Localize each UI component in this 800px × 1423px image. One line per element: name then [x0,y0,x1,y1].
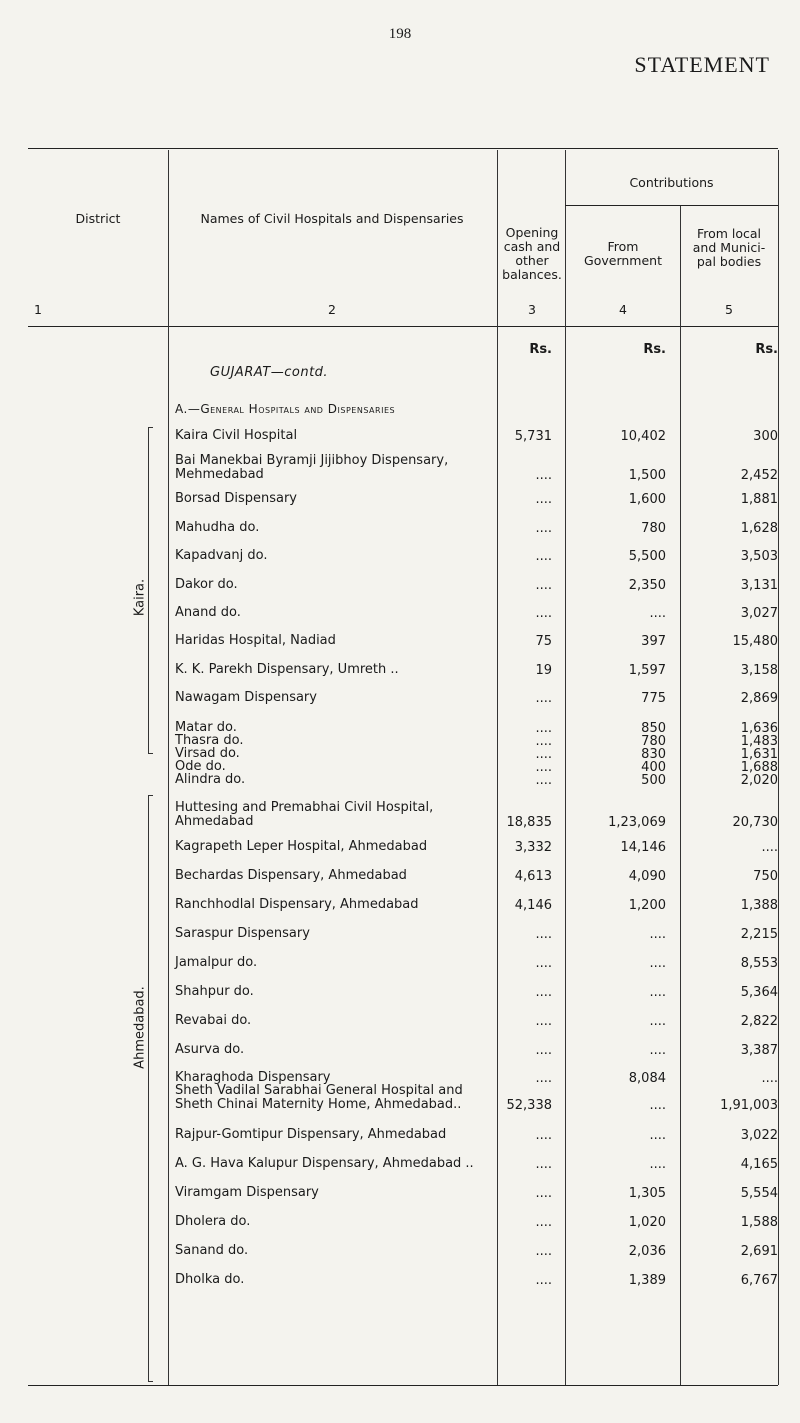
government-contribution: 830 [641,747,666,762]
facility-name: Thasra do. [175,733,244,748]
local-contribution: 3,131 [740,578,778,593]
local-contribution: 5,364 [740,985,778,1000]
facility-name: Kagrapeth Leper Hospital, Ahmedabad [175,839,428,854]
contrib-rule [565,205,778,206]
government-contribution: 500 [641,773,666,788]
opening-balance: .... [535,468,552,483]
local-contribution: 2,869 [740,691,778,706]
facility-name: Revabai do. [175,1013,252,1028]
bottom-rule [28,1385,778,1386]
facility-name: Dholera do. [175,1214,251,1229]
government-contribution: .... [649,927,666,942]
facility-name: Haridas Hospital, Nadiad [175,633,336,648]
local-contribution: 1,388 [740,898,778,913]
header-district: District [75,211,121,226]
opening-balance: .... [535,1186,552,1201]
local-contribution: 3,503 [740,549,778,564]
facility-name: Kapadvanj do. [175,548,268,563]
opening-balance: .... [535,760,552,775]
header-from-government: From Government [584,239,662,268]
header-opening: Opening cash and other balances. [502,225,562,282]
section-region: GUJARAT—contd. [210,365,329,380]
local-contribution: 1,688 [740,760,778,775]
government-contribution: 1,500 [628,468,666,483]
local-contribution: 15,480 [732,634,778,649]
government-contribution: 400 [641,760,666,775]
government-contribution: 780 [641,521,666,536]
government-contribution: .... [649,985,666,1000]
top-rule [28,148,778,149]
opening-balance: .... [535,747,552,762]
opening-balance: .... [535,606,552,621]
opening-balance: 52,338 [506,1098,552,1113]
local-contribution: 1,91,003 [720,1098,778,1113]
local-contribution: 2,452 [740,468,778,483]
facility-name: Kaira Civil Hospital [175,428,298,443]
opening-balance: 4,146 [514,898,552,913]
local-contribution: 1,631 [740,747,778,762]
facility-name: Bechardas Dispensary, Ahmedabad [175,868,407,883]
opening-balance: 3,332 [514,840,552,855]
section-sub: A.—General Hospitals and Dispensaries [175,402,396,416]
government-contribution: 5,500 [628,549,666,564]
local-contribution: 4,165 [740,1157,778,1172]
opening-balance: .... [535,927,552,942]
opening-balance: .... [535,549,552,564]
opening-balance: 75 [535,634,552,649]
government-contribution: 780 [641,734,666,749]
opening-balance: .... [535,1071,552,1086]
col-divider-5 [778,150,779,1385]
opening-balance: 4,613 [514,869,552,884]
government-contribution: 1,020 [628,1215,666,1230]
facility-name: Dholka do. [175,1272,245,1287]
header-rule [28,326,778,327]
government-contribution: .... [649,1043,666,1058]
col-divider-3 [565,150,566,1385]
district-kaira: Kaira. [132,578,148,617]
facility-name: Jamalpur do. [175,955,258,970]
local-contribution: 1,881 [740,492,778,507]
facility-name: A. G. Hava Kalupur Dispensary, Ahmedabad .. [175,1156,474,1171]
facility-name: Alindra do. [175,772,246,787]
opening-balance: .... [535,1014,552,1029]
local-contribution: 3,158 [740,663,778,678]
header-names: Names of Civil Hospitals and Dispensaries [200,211,464,226]
opening-balance: .... [535,1157,552,1172]
opening-balance: 18,835 [506,815,552,830]
facility-name: Viramgam Dispensary [175,1185,319,1200]
opening-balance: 5,731 [514,429,552,444]
facility-name: Bai Manekbai Byramji Jijibhoy Dispensary, Mehmedabad [175,453,449,482]
local-contribution: 8,553 [740,956,778,971]
local-contribution: 20,730 [732,815,778,830]
government-contribution: .... [649,1128,666,1143]
local-contribution: 2,020 [740,773,778,788]
facility-name: Sanand do. [175,1243,249,1258]
ahmedabad-brace [148,795,153,1382]
facility-name: Huttesing and Premabhai Civil Hospital, Ahmedabad [175,800,434,829]
local-contribution: 750 [753,869,778,884]
header-contributions: Contributions [629,175,714,190]
government-contribution: 1,200 [628,898,666,913]
local-contribution: 1,588 [740,1215,778,1230]
facility-name: Asurva do. [175,1042,245,1057]
local-contribution: 1,628 [740,521,778,536]
local-contribution: 1,483 [740,734,778,749]
facility-name: Ode do. [175,759,226,774]
opening-balance: 19 [535,663,552,678]
district-ahmedabad: Ahmedabad. [132,986,148,1069]
government-contribution: 775 [641,691,666,706]
local-contribution: .... [761,1071,778,1086]
government-contribution: .... [649,1098,666,1113]
col-number-1: 1 [34,302,42,317]
facility-name: Shahpur do. [175,984,254,999]
facility-name: K. K. Parekh Dispensary, Umreth .. [175,662,399,677]
opening-balance: .... [535,985,552,1000]
opening-balance: .... [535,956,552,971]
government-contribution: 8,084 [628,1071,666,1086]
local-contribution: 2,691 [740,1244,778,1259]
facility-name: Dakor do. [175,577,238,592]
local-contribution: 6,767 [740,1273,778,1288]
opening-balance: .... [535,1244,552,1259]
facility-name: Sheth Vadilal Sarabhai General Hospital and Sheth Chinai Maternity Home, Ahmedabad.. [175,1083,463,1112]
local-contribution: 3,027 [740,606,778,621]
local-contribution: 1,636 [740,721,778,736]
page-title: STATEMENT [634,52,770,77]
currency-col3: Rs. [529,342,552,357]
col-divider-1 [168,150,169,1385]
opening-balance: .... [535,1128,552,1143]
opening-balance: .... [535,1215,552,1230]
government-contribution: .... [649,1157,666,1172]
facility-name: Virsad do. [175,746,240,761]
government-contribution: 4,090 [628,869,666,884]
currency-col4: Rs. [643,342,666,357]
government-contribution: 1,305 [628,1186,666,1201]
facility-name: Ranchhodlal Dispensary, Ahmedabad [175,897,419,912]
government-contribution: 1,389 [628,1273,666,1288]
government-contribution: 2,350 [628,578,666,593]
page-number: 198 [388,26,412,42]
government-contribution: 850 [641,721,666,736]
opening-balance: .... [535,1273,552,1288]
local-contribution: .... [761,840,778,855]
facility-name: Nawagam Dispensary [175,690,317,705]
government-contribution: 14,146 [620,840,666,855]
government-contribution: .... [649,1014,666,1029]
facility-name: Borsad Dispensary [175,491,298,506]
kaira-brace [148,427,153,754]
government-contribution: 1,600 [628,492,666,507]
local-contribution: 2,822 [740,1014,778,1029]
facility-name: Kharaghoda Dispensary [175,1070,331,1085]
opening-balance: .... [535,773,552,788]
facility-name: Saraspur Dispensary [175,926,310,941]
government-contribution: 2,036 [628,1244,666,1259]
government-contribution: 10,402 [620,429,666,444]
local-contribution: 2,215 [740,927,778,942]
local-contribution: 3,387 [740,1043,778,1058]
local-contribution: 3,022 [740,1128,778,1143]
col-number-2: 2 [328,302,336,317]
facility-name: Anand do. [175,605,241,620]
opening-balance: .... [535,691,552,706]
facility-name: Matar do. [175,720,237,735]
col-number-5: 5 [725,302,733,317]
local-contribution: 300 [753,429,778,444]
opening-balance: .... [535,721,552,736]
facility-name: Mahudha do. [175,520,260,535]
currency-col5: Rs. [755,342,778,357]
opening-balance: .... [535,1043,552,1058]
government-contribution: 1,597 [628,663,666,678]
opening-balance: .... [535,521,552,536]
col-number-4: 4 [619,302,627,317]
col-divider-4 [680,205,681,1385]
government-contribution: 397 [641,634,666,649]
opening-balance: .... [535,492,552,507]
government-contribution: 1,23,069 [608,815,666,830]
col-number-3: 3 [528,302,536,317]
opening-balance: .... [535,734,552,749]
opening-balance: .... [535,578,552,593]
local-contribution: 5,554 [740,1186,778,1201]
government-contribution: .... [649,606,666,621]
header-from-local: From local and Munici-pal bodies [692,226,766,269]
government-contribution: .... [649,956,666,971]
facility-name: Rajpur-Gomtipur Dispensary, Ahmedabad [175,1127,447,1142]
